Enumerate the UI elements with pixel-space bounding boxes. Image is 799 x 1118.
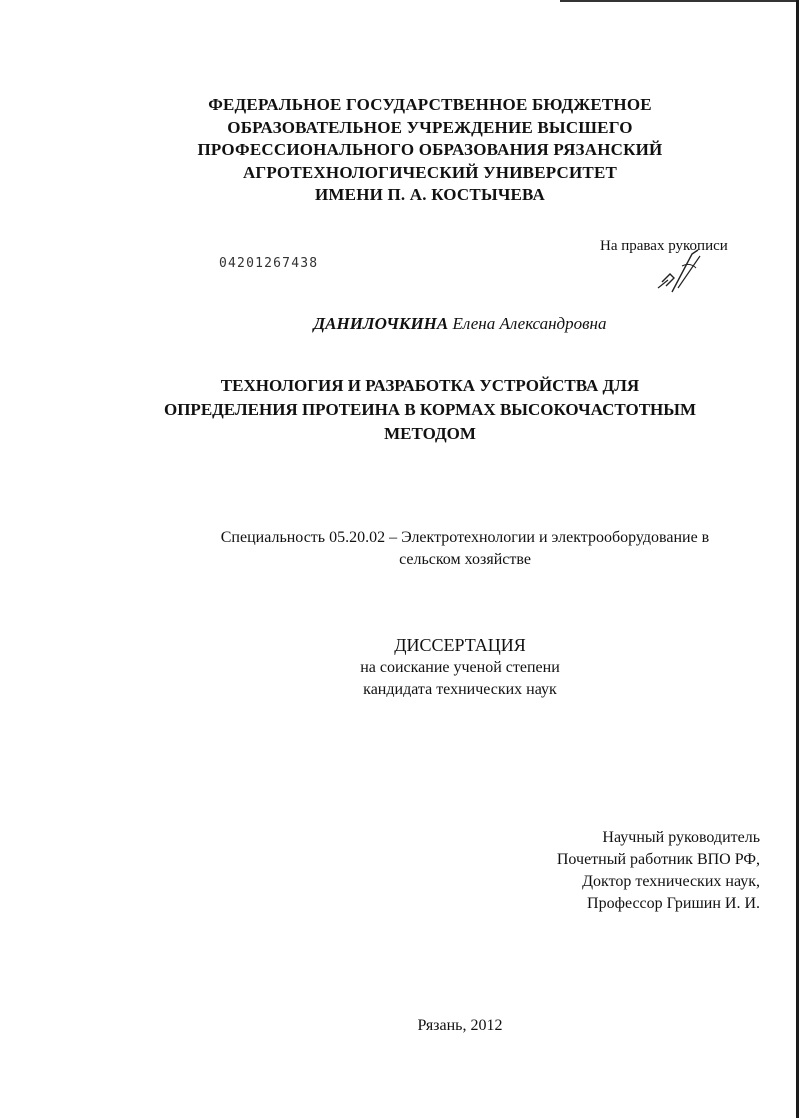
thesis-type: ДИССЕРТАЦИЯ [394,635,526,655]
specialty-line: сельском хозяйстве [399,551,531,568]
scan-edge-top [560,0,799,2]
handwritten-signature [652,248,708,294]
institution-line: ПРОФЕССИОНАЛЬНОГО ОБРАЗОВАНИЯ РЯЗАНСКИЙ [197,140,663,159]
place-and-year: Рязань, 2012 [417,1017,503,1034]
degree-sought [260,657,660,701]
institution-line: ФЕДЕРАЛЬНОЕ ГОСУДАРСТВЕННОЕ БЮДЖЕТНОЕ [208,95,652,114]
title-line: МЕТОДОМ [384,424,476,443]
document-number: 04201267438 [219,256,319,271]
specialty-line: Специальность 05.20.02 – Электротехнологии и электрооборудование в [220,529,710,546]
supervisor-line: Профессор Гришин И. И. [587,895,760,912]
institution-line: ОБРАЗОВАТЕЛЬНОЕ УЧРЕЖДЕНИЕ ВЫСШЕГО [227,117,633,137]
scientific-supervisor [430,827,760,915]
title-line: ОПРЕДЕЛЕНИЯ ПРОТЕИНА В КОРМАХ ВЫСОКОЧАСТОТНЫМ [163,400,697,419]
specialty [150,527,780,571]
degree-line: на соискание ученой степени [360,659,560,676]
supervisor-line: Научный руководитель [602,829,760,846]
dissertation-title [120,374,740,446]
supervisor-line: Доктор технических наук, [582,873,760,890]
supervisor-line: Почетный работник ВПО РФ, [556,851,760,868]
institution-line: АГРОТЕХНОЛОГИЧЕСКИЙ УНИВЕРСИТЕТ [242,162,618,182]
author-given-names: Елена Александровна [452,314,607,333]
institution-line: ИМЕНИ П. А. КОСТЫЧЕВА [314,185,545,204]
author-name [160,314,760,334]
manuscript-rights-note: На правах рукописи [600,238,728,254]
title-line: ТЕХНОЛОГИЯ И РАЗРАБОТКА УСТРОЙСТВА ДЛЯ [220,376,640,395]
author-surname: ДАНИЛОЧКИНА [313,314,449,333]
institution-name [150,94,710,207]
degree-line: кандидата технических наук [363,681,557,698]
